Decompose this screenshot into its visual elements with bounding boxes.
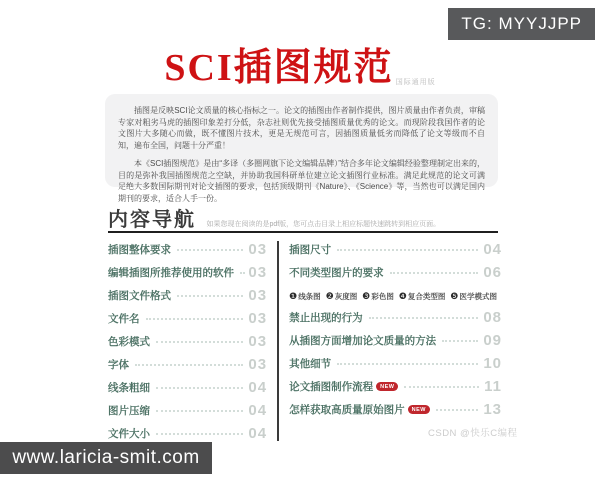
csdn-watermark: CSDN @快乐C编程	[428, 428, 518, 439]
toc-item-page: 09	[483, 332, 502, 349]
toc-item[interactable]	[289, 375, 502, 398]
circled-number-icon: ❹	[398, 291, 407, 301]
tg-contact-badge: TG: MYYJJPP	[448, 8, 595, 40]
toc-item-label: 色彩模式	[108, 336, 150, 348]
toc-item[interactable]	[108, 284, 267, 307]
figure-type-item	[362, 286, 394, 304]
toc-item-page: 04	[483, 241, 502, 258]
toc-item-page: 04	[248, 425, 268, 442]
dotted-leader	[337, 363, 478, 365]
dotted-leader	[240, 272, 243, 274]
intro-paragraph-2: 本《SCI插图规范》是由“多译（多圈网旗下论文编辑品牌）”结合多年论文编辑经验整理制定出来的，目的是弥补我国插图规范之空缺，并协助我国科研单位建立论文插图行业标准。满足此规范的论文可满足绝大多数国际期刊对论文插图的要求，包括顶级期刊《Nature》、《Science》等，当然也可以满足国内期刊的要求，适合人手一份。	[118, 159, 485, 203]
toc-item[interactable]	[289, 306, 502, 329]
circled-number-icon: ❷	[325, 291, 334, 301]
toc-item-label: 禁止出现的行为	[289, 312, 363, 324]
toc-item-label: 从插图方面增加论文质量的方法	[289, 335, 437, 347]
toc-item-label: 论文插图制作流程	[289, 381, 374, 393]
circled-number-icon: ❸	[362, 291, 371, 301]
toc-item-page: 03	[248, 287, 268, 304]
toc-item-label: 字体	[108, 359, 129, 371]
nav-header	[108, 203, 500, 232]
dotted-leader	[337, 249, 478, 251]
toc-item[interactable]	[289, 329, 502, 352]
toc-item[interactable]	[108, 330, 267, 353]
toc-item-label: 不同类型图片的要求	[289, 267, 384, 279]
toc-item[interactable]	[108, 261, 267, 284]
intro-box	[105, 94, 498, 203]
circled-number-icon: ❺	[450, 291, 459, 301]
toc-item[interactable]	[289, 352, 502, 375]
toc-item-label: 文件名	[108, 313, 140, 325]
toc-item-page: 06	[483, 264, 502, 281]
toc-item[interactable]	[289, 261, 502, 284]
figure-type-label: 医学模式图	[459, 292, 497, 301]
nav-title: 内容导航	[108, 209, 196, 231]
figure-type-label: 线条图	[298, 292, 321, 301]
dotted-leader	[404, 386, 479, 388]
toc-item-page: 03	[248, 356, 268, 373]
toc-item[interactable]	[108, 399, 267, 422]
toc-item-label: 插图尺寸	[289, 244, 332, 256]
toc-item-label: 其他细节	[289, 358, 332, 370]
dotted-leader	[436, 409, 478, 411]
toc-item-page: 11	[484, 378, 502, 395]
dotted-leader	[156, 341, 243, 343]
column-divider	[277, 241, 279, 441]
dotted-leader	[442, 340, 478, 342]
nav-underline	[108, 231, 498, 233]
intro-paragraph-1: 插图是反映SCI论文质量的核心指标之一。论文的插图由作者制作提供，图片质量由作者负责，审稿专家对粗劣马虎的插图印象差打分低，杂志社则优先接受插图质量优秀的论文。而现阶段我国作者的论文图片大多随心而做，既不懂图片技术，更是无规范可言，因插图质量低劣而降低了论文等级而不自知，遍布全国，问题十分严重！	[118, 106, 485, 150]
toc-item-label: 插图文件格式	[108, 290, 171, 302]
toc-item-page: 03	[248, 310, 268, 327]
new-badge: NEW	[376, 382, 398, 391]
toc-item-label: 插图整体要求	[108, 244, 171, 256]
toc-item-label: 线条粗细	[108, 382, 150, 394]
toc-left-column	[108, 238, 267, 445]
table-of-contents	[108, 238, 502, 445]
dotted-leader	[156, 410, 243, 412]
figure-type-label: 灰度图	[334, 292, 358, 301]
figure-type-item	[399, 286, 446, 304]
dotted-leader	[177, 249, 243, 251]
toc-item[interactable]	[289, 238, 502, 261]
toc-item-page: 13	[483, 401, 502, 418]
circled-number-icon: ❶	[289, 291, 298, 301]
toc-item[interactable]	[108, 238, 267, 261]
toc-item[interactable]	[108, 353, 267, 376]
dotted-leader	[156, 387, 243, 389]
toc-item[interactable]	[289, 398, 502, 421]
toc-item-page: 08	[483, 309, 502, 326]
page-title-block	[0, 36, 600, 91]
new-badge: NEW	[408, 405, 430, 414]
toc-item-label: 编辑插图所推荐使用的软件	[108, 267, 234, 279]
toc-item[interactable]	[108, 376, 267, 399]
figure-type-label: 彩色图	[371, 292, 394, 301]
dotted-leader	[135, 364, 243, 366]
figure-type-item	[289, 286, 321, 304]
dotted-leader	[177, 295, 243, 297]
dotted-leader	[369, 317, 479, 319]
page-title-note: 国际通用版	[395, 79, 436, 86]
figure-type-item	[450, 286, 497, 304]
page-title: SCI插图规范	[164, 47, 394, 89]
toc-item-page: 04	[248, 402, 268, 419]
toc-item-page: 03	[248, 264, 268, 281]
toc-right-column	[289, 238, 502, 421]
toc-item-label: 图片压缩	[108, 405, 150, 417]
dotted-leader	[390, 272, 479, 274]
toc-item-page: 03	[248, 241, 268, 258]
figure-type-list	[289, 284, 502, 306]
toc-item-page: 10	[483, 355, 502, 372]
nav-hint: 如果您现在阅读的是pdf版，您可点击目录上相应标题快速跳转到相应页面。	[206, 221, 441, 228]
dotted-leader	[156, 433, 243, 435]
website-bar: www.laricia-smit.com	[0, 442, 212, 474]
toc-item-label: 文件大小	[108, 428, 150, 440]
toc-item-page: 04	[248, 379, 268, 396]
toc-item[interactable]	[108, 307, 267, 330]
toc-item-label: 怎样获取高质量原始图片	[289, 404, 405, 416]
dotted-leader	[146, 318, 244, 320]
toc-item-page: 03	[248, 333, 268, 350]
figure-type-item	[326, 286, 358, 304]
figure-type-label: 复合类型图	[407, 292, 446, 301]
